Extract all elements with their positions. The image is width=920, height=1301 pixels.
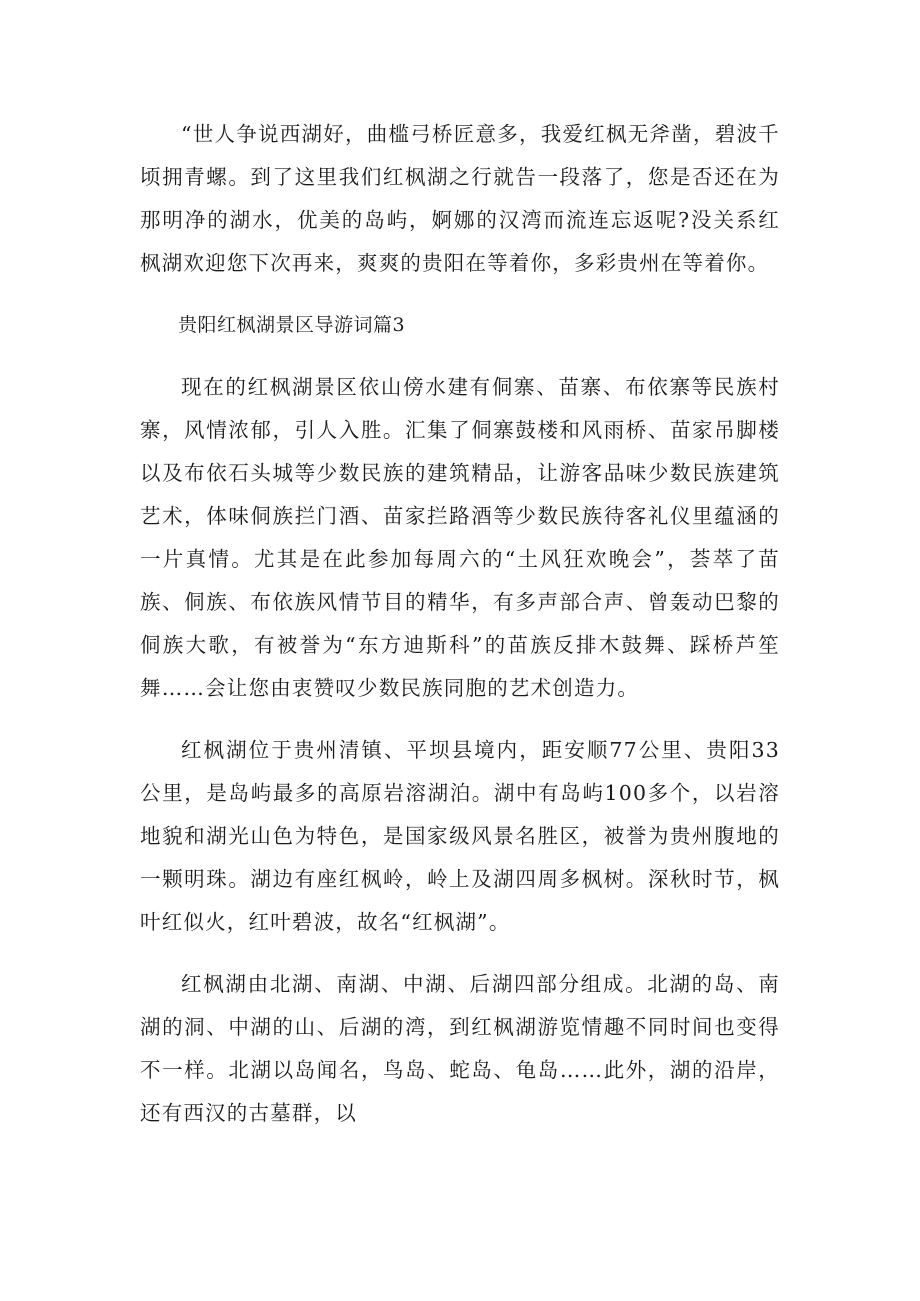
closing-paragraph: “世人争说西湖好，曲槛弓桥匠意多，我爱红枫无斧凿，碧波千顷拥青螺。到了这里我们红枫湖之行就告一段落了，您是否还在为那明净的湖水，优美的岛屿，婀娜的汉湾而流连忘返呢?没关系红枫湖欢迎您下次再来，爽爽的贵阳在等着你，多彩贵州在等着你。: [140, 122, 780, 275]
location-paragraph: 红枫湖位于贵州清镇、平坝县境内，距安顺77公里、贵阳33公里，是岛屿最多的高原岩溶湖泊。湖中有岛屿100多个，以岩溶地貌和湖光山色为特色，是国家级风景名胜区，被誉为贵州腹地的一颗明珠。湖边有座红枫岭，岭上及湖四周多枫树。深秋时节，枫叶红似火，红叶碧波，故名“红枫湖”。: [140, 738, 780, 934]
ethnic-villages-paragraph: 现在的红枫湖景区依山傍水建有侗寨、苗寨、布依寨等民族村寨，风情浓郁，引人入胜。汇集了侗寨鼓楼和风雨桥、苗家吊脚楼以及布依石头城等少数民族的建筑精品，让游客品味少数民族建筑艺术，体味侗族拦门酒、苗家拦路酒等少数民族待客礼仪里蕴涵的一片真情。尤其是在此参加每周六的“土风狂欢晚会”，荟萃了苗族、侗族、布依族风情节目的精华，有多声部合声、曾轰动巴黎的侗族大歌，有被誉为“东方迪斯科”的苗族反排木鼓舞、踩桥芦笙舞……会让您由衷赞叹少数民族同胞的艺术创造力。: [140, 375, 780, 700]
section-heading: 贵阳红枫湖景区导游词篇3: [178, 314, 406, 336]
lake-parts-paragraph: 红枫湖由北湖、南湖、中湖、后湖四部分组成。北湖的岛、南湖的洞、中湖的山、后湖的湾，到红枫湖游览情趣不同时间也变得不一样。北湖以岛闻名，鸟岛、蛇岛、龟岛……此外，湖的沿岸，还有西汉的古墓群，以: [140, 972, 780, 1125]
